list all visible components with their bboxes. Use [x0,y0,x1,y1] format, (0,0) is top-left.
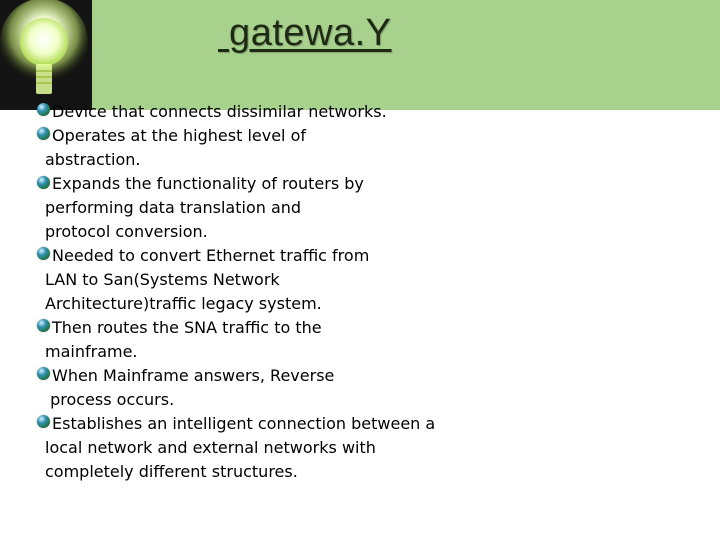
sphere-bullet-icon [37,103,50,116]
bullet-line: performing data translation and [45,198,302,217]
bullet-line: Then routes the SNA traffic to the [52,318,322,337]
bullet-line: When Mainframe answers, Reverse [52,366,335,385]
sphere-bullet-icon [37,247,50,260]
sphere-bullet-icon [37,319,50,332]
bullet-line: local network and external networks with [45,438,376,457]
bullet-line: Operates at the highest level of [52,126,306,145]
bullet-line: protocol conversion. [45,222,208,241]
bullet-line: Expands the functionality of routers by [52,174,364,193]
bullet-line: Architecture)traffic legacy system. [45,294,322,313]
bullet-line: process occurs. [45,390,175,409]
bullet-line: LAN to San(Systems Network [45,270,280,289]
bullet-line: Device that connects dissimilar networks. [52,102,387,121]
bullet-line: Needed to convert Ethernet traffic from [52,246,370,265]
sphere-bullet-icon [37,415,50,428]
sphere-bullet-icon [37,367,50,380]
sphere-bullet-icon [37,176,50,189]
bullet-line: mainframe. [45,342,138,361]
slide-title: gatewa.Y [218,12,392,54]
bullet-line: Establishes an intelligent connection between a [52,414,436,433]
sphere-bullet-icon [37,127,50,140]
bullet-line: abstraction. [45,150,141,169]
bullet-line: completely different structures. [45,462,298,481]
